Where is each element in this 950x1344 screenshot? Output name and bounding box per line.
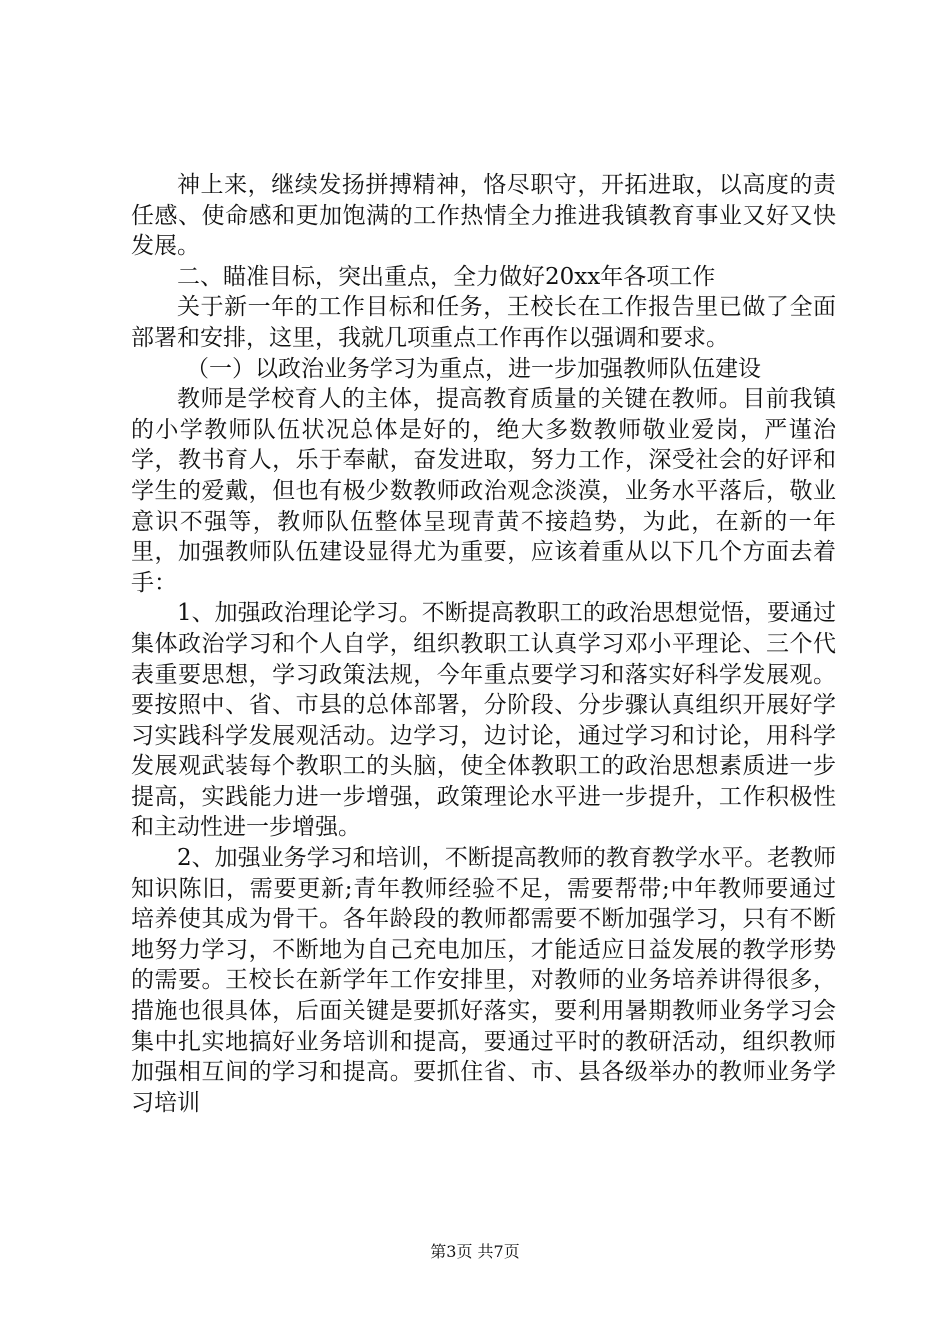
paragraph-intro: 关于新一年的工作目标和任务，王校长在工作报告里已做了全面部署和安排，这里，我就几项重点工作再作以强调和要求。 [131,294,836,351]
section-heading: 二、瞄准目标，突出重点，全力做好20xx年各项工作 [177,263,716,290]
paragraph-item-2: 2、加强业务学习和培训，不断提高教师的教育教学水平。老教师知识陈旧，需要更新;青年教师经验不足，需要帮带;中年教师要通过培养使其成为骨干。各年龄段的教师都需要不断加强学习，只有不断地努力学习，不断地为自己充电加压，才能适应日益发展的教学形势的需要。王校长在新学年工作安排里，对教师的业务培养讲得很多，措施也很具体，后面关键是要抓好落实，要利用暑期教师业务学习会集中扎实地搞好业务培训和提高，要通过平时的教研活动，组织教师加强相互间的学习和提高。要抓住省、市、县各级举办的教师业务学习培训 [131,845,836,1116]
paragraph-item-1: 1、加强政治理论学习。不断提高教职工的政治思想觉悟，要通过集体政治学习和个人自学，组织教职工认真学习邓小平理论、三个代表重要思想，学习政策法规，今年重点要学习和落实好科学发展观。要按照中、省、市县的总体部署，分阶段、分步骤认真组织开展好学习实践科学发展观活动。边学习，边讨论，通过学习和讨论，用科学发展观武装每个教职工的头脑，使全体教职工的政治思想素质进一步提高，实践能力进一步增强，政策理论水平进一步提升，工作积极性和主动性进一步增强。 [131,600,836,841]
paragraph-teachers: 教师是学校育人的主体，提高教育质量的关键在教师。目前我镇的小学教师队伍状况总体是好的，绝大多数教师敬业爱岗，严谨治学，教书育人，乐于奉献，奋发进取，努力工作，深受社会的好评和学生的爱戴，但也有极少数教师政治观念淡漠，业务水平落后，敬业意识不强等，教师队伍整体呈现青黄不接趋势，为此，在新的一年里，加强教师队伍建设显得尤为重要，应该着重从以下几个方面去着手： [131,386,836,596]
body-text [131,170,836,1118]
page-footer: 第3页 共7页 [430,1242,520,1261]
subsection-heading: （一）以政治业务学习为重点，进一步加强教师队伍建设 [186,355,761,382]
paragraph-continuation: 神上来，继续发扬拼搏精神，恪尽职守，开拓进取，以高度的责任感、使命感和更加饱满的工作热情全力推进我镇教育事业又好又快发展。 [131,172,836,260]
